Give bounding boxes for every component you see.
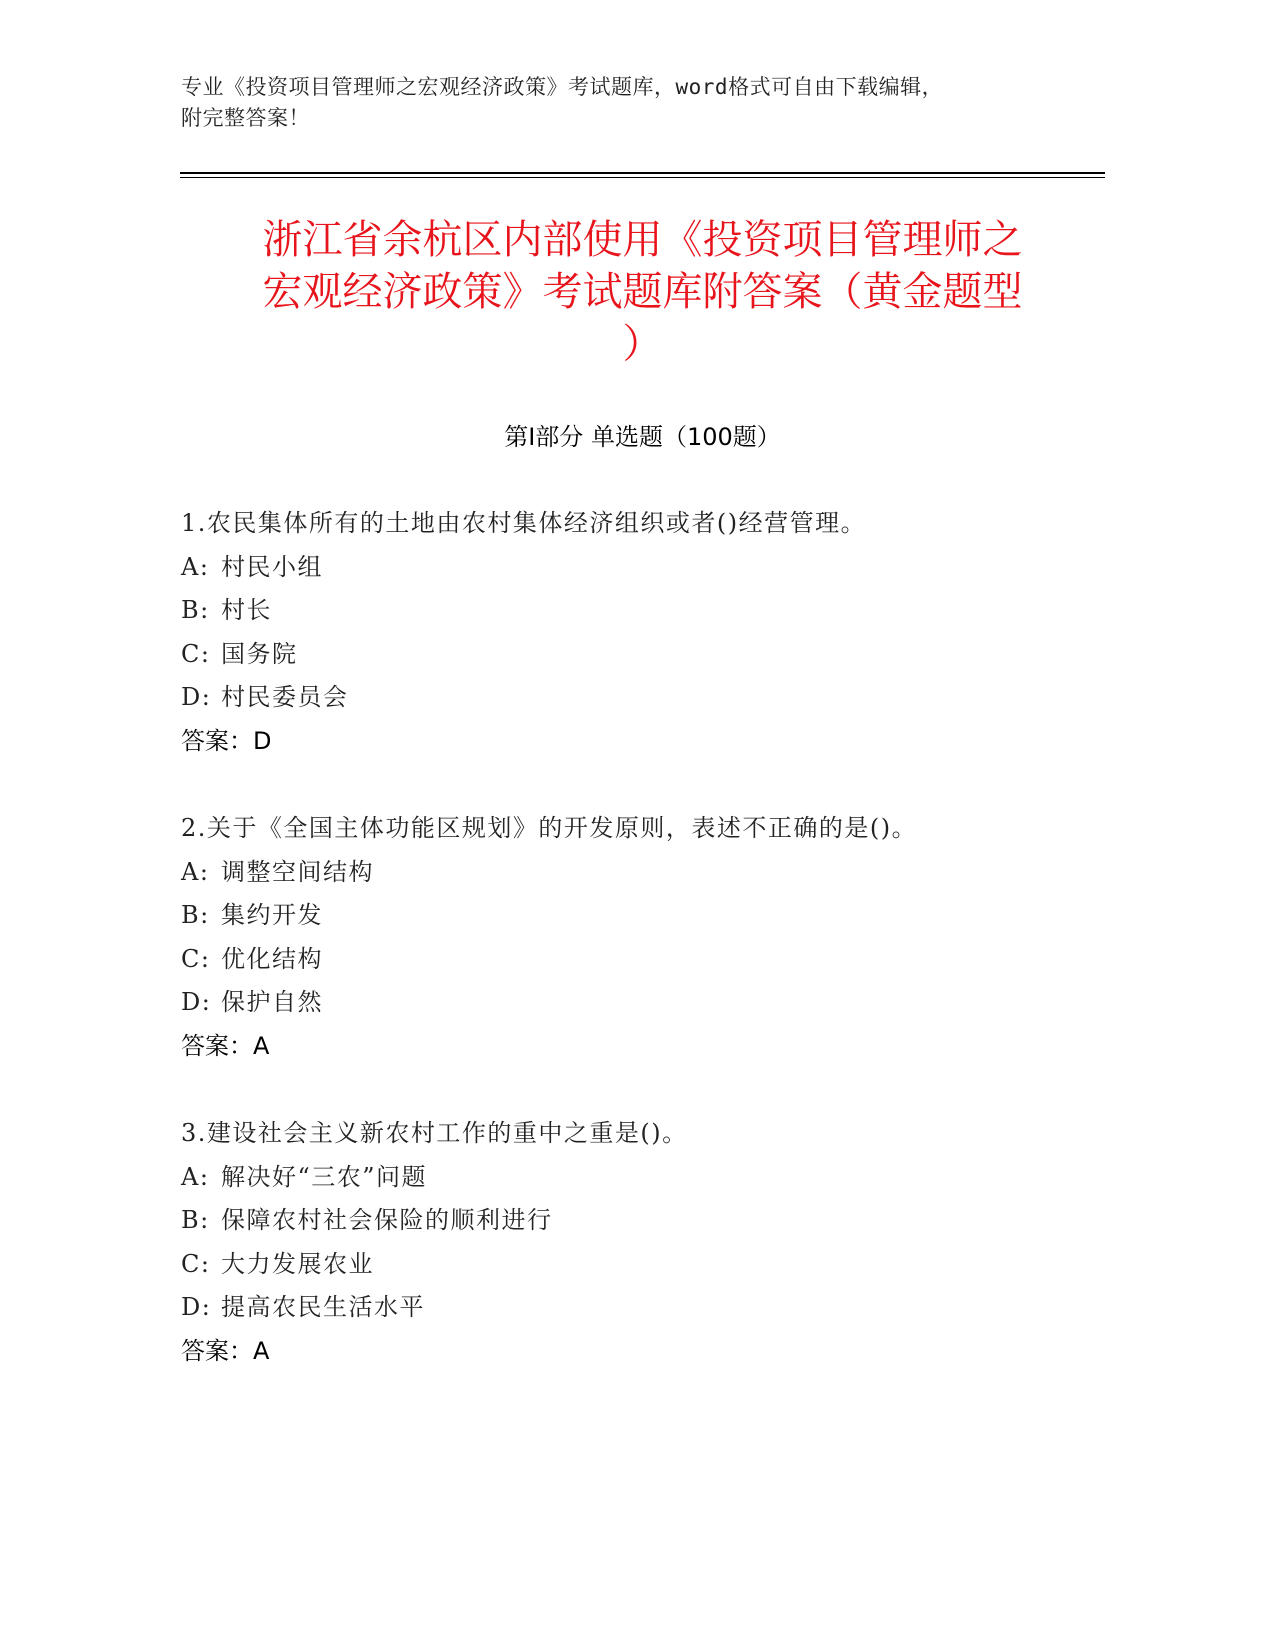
answer-line: 答案：A (181, 1336, 270, 1365)
answer-line: 答案：A (181, 1031, 270, 1060)
option-text: 提高农民生活水平 (221, 1293, 425, 1321)
option-key: C: (181, 944, 211, 973)
option-key: B: (181, 1206, 210, 1234)
header-divider-thick (180, 172, 1105, 174)
title-line-1: 浙江省余杭区内部使用《投资项目管理师之 (262, 217, 1023, 263)
document-title (180, 214, 1105, 370)
option-key: D: (181, 683, 212, 711)
option-key: A: (181, 1162, 210, 1191)
question-stem: 3.建设社会主义新农村工作的重中之重是()。 (181, 1119, 688, 1147)
option-d (181, 676, 1106, 720)
option-key: A: (181, 552, 210, 581)
option-key: B: (181, 901, 210, 929)
header-divider-thin (180, 177, 1105, 178)
title-line-3: ） (622, 321, 663, 367)
option-key: C: (181, 639, 211, 668)
option-key: D: (181, 1293, 212, 1321)
option-b (181, 1199, 1106, 1243)
question-block (181, 1112, 1106, 1373)
option-c (181, 938, 1106, 982)
option-text: 大力发展农业 (221, 1249, 374, 1278)
question-block (181, 502, 1106, 763)
question-stem: 1.农民集体所有的土地由农村集体经济组织或者()经营管理。 (181, 509, 867, 537)
option-key: B: (181, 596, 210, 624)
option-key: A: (181, 857, 210, 886)
option-text: 村民小组 (221, 552, 323, 581)
section-heading: 第Ⅰ部分 单选题（100题） (504, 423, 781, 451)
option-c (181, 1243, 1106, 1287)
option-text: 调整空间结构 (221, 857, 374, 886)
option-text: 村长 (221, 596, 272, 624)
option-a (181, 1156, 1106, 1200)
option-text: 保护自然 (221, 988, 323, 1016)
option-text: 国务院 (221, 639, 298, 668)
intro-text (181, 72, 1081, 134)
option-a (181, 851, 1106, 895)
answer-line: 答案：D (181, 726, 272, 755)
option-b (181, 894, 1106, 938)
option-text: 优化结构 (221, 944, 323, 973)
question-block (181, 807, 1106, 1068)
option-text: 村民委员会 (221, 683, 349, 711)
title-line-2: 宏观经济政策》考试题库附答案（黄金题型 (262, 269, 1023, 315)
option-a (181, 546, 1106, 590)
option-d (181, 1286, 1106, 1330)
intro-line-2: 附完整答案！ (181, 106, 310, 130)
question-stem: 2.关于《全国主体功能区规划》的开发原则，表述不正确的是()。 (181, 814, 918, 842)
option-b (181, 589, 1106, 633)
intro-line-1: 专业《投资项目管理师之宏观经济政策》考试题库，word格式可自由下载编辑， (181, 75, 944, 99)
option-key: D: (181, 988, 212, 1016)
option-d (181, 981, 1106, 1025)
option-text: 集约开发 (221, 901, 323, 929)
option-text: 解决好“三农”问题 (221, 1162, 428, 1191)
option-c (181, 633, 1106, 677)
option-text: 保障农村社会保险的顺利进行 (221, 1206, 553, 1234)
option-key: C: (181, 1249, 211, 1278)
